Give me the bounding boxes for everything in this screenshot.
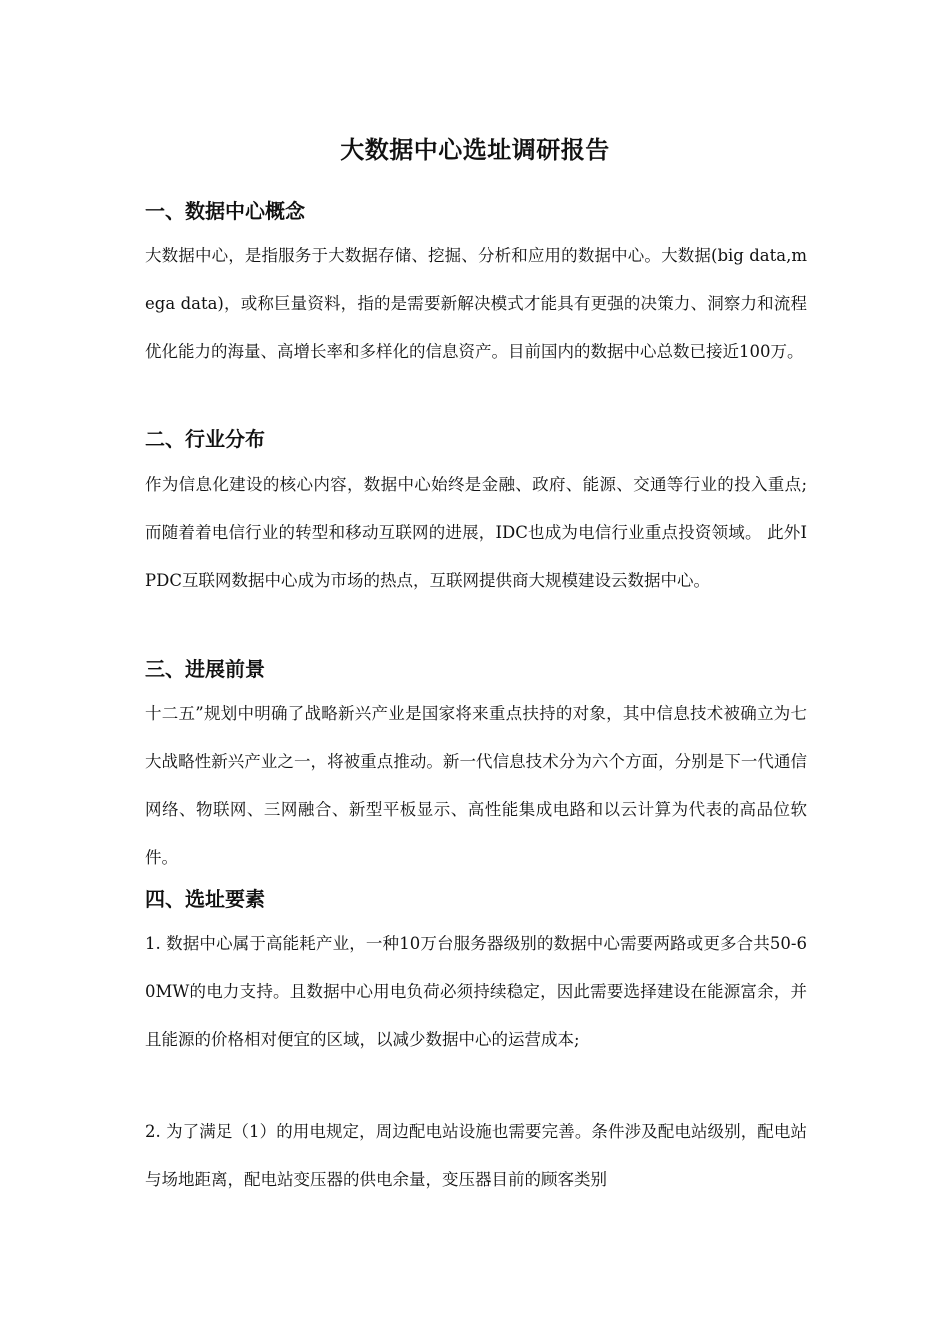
section-paragraph-industry: 作为信息化建设的核心内容，数据中心始终是金融、政府、能源、交通等行业的投入重点;而随着着电信行业的转型和移动互联网的进展，IDC也成为电信行业重点投资领域。 此外IPDC互联网数据中心成为市场的热点，互联网提供商大规模建设云数据中心。 [145, 475, 807, 590]
section-heading-prospects: 三、进展前景 [145, 657, 265, 681]
document-title: 大数据中心选址调研报告 [340, 136, 610, 164]
section-paragraph-concept: 大数据中心，是指服务于大数据存储、挖掘、分析和应用的数据中心。大数据(big data,mega data)，或称巨量资料，指的是需要新解决模式才能具有更强的决策力、洞察力和流程优化能力的海量、高增长率和多样化的信息资产。目前国内的数据中心总数已接近100万。 [145, 246, 807, 361]
section-heading-concept: 一、数据中心概念 [145, 199, 305, 223]
site-factor-item-2: 2. 为了满足（1）的用电规定，周边配电站设施也需要完善。条件涉及配电站级别，配电站与场地距离，配电站变压器的供电余量，变压器目前的顾客类别 [145, 1122, 807, 1189]
site-factor-item-1: 1. 数据中心属于高能耗产业，一种10万台服务器级别的数据中心需要两路或更多合共50-60MW的电力支持。且数据中心用电负荷必须持续稳定，因此需要选择建设在能源富余，并且能源的价格相对便宜的区域，以减少数据中心的运营成本; [145, 934, 807, 1049]
section-paragraph-prospects: 十二五”规划中明确了战略新兴产业是国家将来重点扶持的对象，其中信息技术被确立为七大战略性新兴产业之一，将被重点推动。新一代信息技术分为六个方面，分别是下一代通信网络、物联网、三网融合、新型平板显示、高性能集成电路和以云计算为代表的高品位软件。 [145, 704, 807, 867]
section-heading-site-factors: 四、选址要素 [145, 887, 265, 911]
section-heading-industry: 二、行业分布 [145, 427, 265, 451]
